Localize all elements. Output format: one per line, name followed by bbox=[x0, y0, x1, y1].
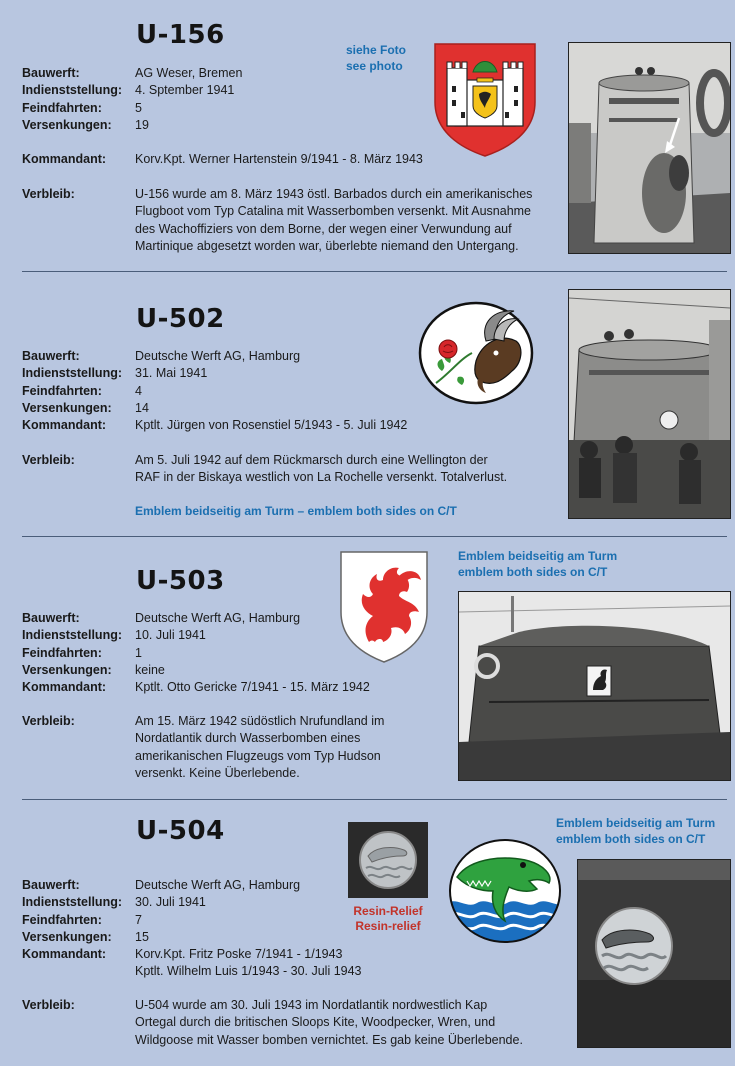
goat-emblem bbox=[418, 301, 534, 405]
fact-value: 30. Juli 1941 bbox=[135, 895, 206, 910]
fact-label: Versenkungen: bbox=[22, 400, 112, 415]
verbleib-block bbox=[22, 186, 532, 255]
fact-value: keine bbox=[135, 662, 165, 677]
castle-shield-emblem bbox=[433, 42, 537, 158]
fact-row bbox=[22, 894, 362, 911]
fact-label: Bauwerft: bbox=[22, 349, 80, 363]
fact-row bbox=[22, 400, 407, 417]
note-line: emblem both sides on C/T bbox=[458, 565, 608, 579]
fact-label: Feindfahrten: bbox=[22, 912, 102, 927]
fact-value: Deutsche Werft AG, Hamburg bbox=[135, 349, 301, 363]
verbleib-line: RAF in der Biskaya westlich von La Rochelle versenkt. Totalverlust. bbox=[135, 470, 508, 485]
fact-row bbox=[22, 645, 370, 662]
kommandant-block bbox=[22, 151, 423, 168]
fact-value: 4 bbox=[135, 383, 142, 398]
fact-label: Kommandant: bbox=[22, 418, 107, 433]
section-u502 bbox=[0, 272, 735, 536]
fact-value: 15 bbox=[135, 929, 149, 944]
boat-title: U-156 bbox=[136, 20, 225, 50]
fact-label: Bauwerft: bbox=[22, 66, 80, 80]
fact-label: Indienststellung: bbox=[22, 366, 122, 381]
boat-facts bbox=[22, 348, 407, 434]
resin-line: Resin-Relief bbox=[353, 904, 423, 918]
fact-value: 14 bbox=[135, 400, 149, 415]
boat-facts bbox=[22, 877, 362, 981]
boat-title: U-504 bbox=[136, 816, 225, 846]
fact-row bbox=[22, 417, 407, 434]
emblem-note bbox=[556, 815, 715, 847]
fact-value: 10. Juli 1941 bbox=[135, 628, 206, 643]
fact-label bbox=[22, 963, 135, 980]
note-line: emblem both sides on C/T bbox=[556, 832, 706, 846]
emblem-note: Emblem beidseitig am Turm – emblem both sides on C/T bbox=[135, 504, 457, 518]
verbleib-label: Verbleib: bbox=[22, 453, 75, 467]
fact-label: Kommandant: bbox=[22, 947, 107, 962]
uboat-tower-photo bbox=[458, 591, 731, 781]
fact-value: Deutsche Werft AG, Hamburg bbox=[135, 878, 301, 892]
boat-title: U-503 bbox=[136, 566, 225, 596]
verbleib-line: versenkt. Keine Überlebende. bbox=[135, 765, 300, 780]
fact-label: Bauwerft: bbox=[22, 878, 80, 892]
photo-note bbox=[346, 42, 406, 74]
fact-label: Indienststellung: bbox=[22, 83, 122, 98]
fact-value: 31. Mai 1941 bbox=[135, 366, 208, 381]
fact-label: Feindfahrten: bbox=[22, 383, 102, 398]
emblem-note bbox=[458, 548, 617, 580]
uboat-tower-photo bbox=[568, 42, 731, 254]
section-u503 bbox=[0, 537, 735, 799]
fact-row bbox=[22, 82, 242, 99]
fact-row bbox=[22, 679, 370, 696]
fact-value: Korv.Kpt. Fritz Poske 7/1941 - 1/1943 bbox=[135, 947, 343, 962]
fact-row bbox=[22, 963, 362, 980]
verbleib-line: Flugboot vom Typ Catalina mit Wasserbomben versenkt. Mit Ausnahme bbox=[135, 204, 532, 219]
fact-value: 1 bbox=[135, 645, 142, 660]
verbleib-block bbox=[22, 713, 384, 782]
verbleib-line: Ortegal durch die britischen Sloops Kite, Woodpecker, Wren, und bbox=[135, 1015, 496, 1030]
fact-row bbox=[22, 383, 407, 400]
note-line: see photo bbox=[346, 59, 403, 73]
fact-row bbox=[22, 627, 370, 644]
fact-row bbox=[22, 348, 407, 365]
fact-row bbox=[22, 610, 370, 627]
verbleib-line: amerikanischen Flugzeugs vom Typ Hudson bbox=[135, 748, 381, 763]
fact-label: Versenkungen: bbox=[22, 929, 112, 944]
verbleib-block bbox=[22, 997, 523, 1049]
verbleib-line: Am 15. März 1942 südöstlich Nrufundland im bbox=[135, 714, 385, 728]
note-line: siehe Foto bbox=[346, 43, 407, 57]
verbleib-label: Verbleib: bbox=[22, 714, 75, 728]
fact-label: Indienststellung: bbox=[22, 895, 122, 910]
verbleib-line: Am 5. Juli 1942 auf dem Rückmarsch durch eine Wellington der bbox=[135, 453, 488, 467]
verbleib-line: U-156 wurde am 8. März 1943 östl. Barbados durch ein amerikanisches bbox=[135, 187, 533, 201]
verbleib-line: des Wachoffiziers von dem Borne, der wegen einer Verwundung auf bbox=[135, 221, 512, 236]
fact-value: Kptlt. Jürgen von Rosenstiel 5/1943 - 5. Juli 1942 bbox=[135, 418, 408, 433]
boat-facts bbox=[22, 65, 242, 134]
note-line: Emblem beidseitig am Turm bbox=[556, 816, 716, 830]
fact-value: 7 bbox=[135, 912, 142, 927]
boat-facts bbox=[22, 610, 370, 696]
fact-row bbox=[22, 877, 362, 894]
fact-row bbox=[22, 65, 242, 82]
verbleib-line: Wildgoose mit Wasser bomben vernichtet. Es gab keine Überlebende. bbox=[135, 1032, 523, 1047]
fact-row bbox=[22, 929, 362, 946]
verbleib-label: Verbleib: bbox=[22, 998, 75, 1012]
verbleib-line: Nordatlantik durch Wasserbomben eines bbox=[135, 731, 361, 746]
fact-row bbox=[22, 117, 242, 134]
uboat-tower-photo bbox=[577, 859, 731, 1048]
resin-relief-photo bbox=[348, 822, 428, 898]
section-u504 bbox=[0, 800, 735, 1066]
kommandant-value: Korv.Kpt. Werner Hartenstein 9/1941 - 8. März 1943 bbox=[135, 152, 423, 166]
verbleib-label: Verbleib: bbox=[22, 187, 75, 201]
fact-row bbox=[22, 100, 242, 117]
resin-label bbox=[344, 904, 432, 934]
fact-value: Kptlt. Wilhelm Luis 1/1943 - 30. Juli 1943 bbox=[135, 964, 362, 979]
uboat-tower-photo bbox=[568, 289, 731, 519]
fact-value: 4. Sptember 1941 bbox=[135, 83, 235, 98]
fact-row bbox=[22, 912, 362, 929]
resin-line: Resin-relief bbox=[355, 919, 421, 933]
fact-row bbox=[22, 365, 407, 382]
section-u156 bbox=[0, 0, 735, 272]
lion-shield-emblem bbox=[339, 550, 429, 664]
fact-row bbox=[22, 946, 362, 963]
fact-label: Indienststellung: bbox=[22, 628, 122, 643]
kommandant-label: Kommandant: bbox=[22, 152, 107, 166]
fact-label: Bauwerft: bbox=[22, 611, 80, 625]
fact-value: 5 bbox=[135, 100, 142, 115]
fact-label: Feindfahrten: bbox=[22, 645, 102, 660]
fact-label: Feindfahrten: bbox=[22, 100, 102, 115]
fact-value: Deutsche Werft AG, Hamburg bbox=[135, 611, 301, 625]
fact-label: Versenkungen: bbox=[22, 662, 112, 677]
verbleib-line: Martinique abgesetzt worden war, überlebte niemand den Untergang. bbox=[135, 238, 519, 253]
note-line: Emblem beidseitig am Turm bbox=[458, 549, 618, 563]
fact-value: AG Weser, Bremen bbox=[135, 66, 243, 80]
verbleib-line: U-504 wurde am 30. Juli 1943 im Nordatlantik nordwestlich Kap bbox=[135, 998, 488, 1012]
fact-label: Kommandant: bbox=[22, 680, 107, 695]
boat-title: U-502 bbox=[136, 304, 225, 334]
fact-value: Kptlt. Otto Gericke 7/1941 - 15. März 1942 bbox=[135, 680, 370, 695]
verbleib-block bbox=[22, 452, 507, 487]
crocodile-emblem bbox=[447, 837, 563, 945]
fact-row bbox=[22, 662, 370, 679]
fact-label: Versenkungen: bbox=[22, 117, 112, 132]
fact-value: 19 bbox=[135, 117, 149, 132]
